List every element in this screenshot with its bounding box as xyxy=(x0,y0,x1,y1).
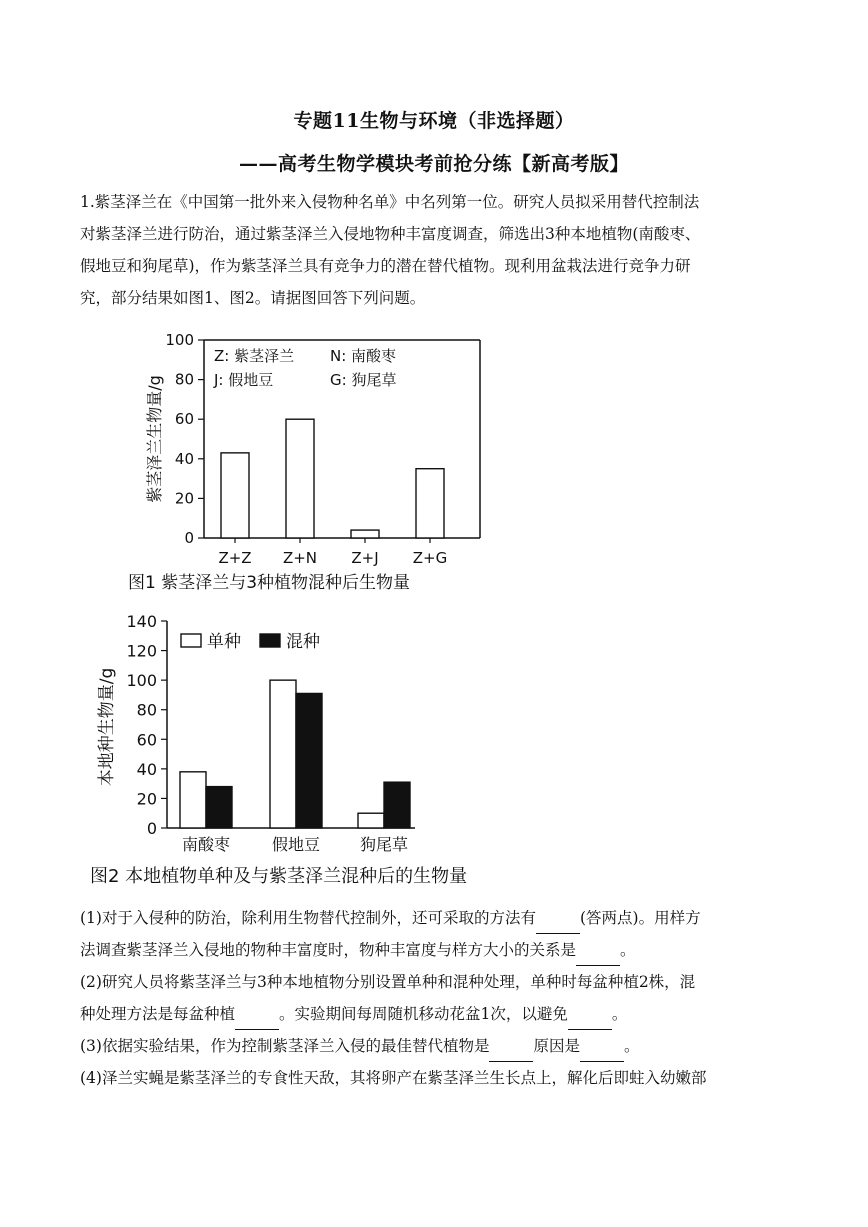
sub-question-3: (3)依据实验结果，作为控制紫茎泽兰入侵的最佳替代植物是 原因是 。 xyxy=(80,1030,790,1062)
y-axis-label: 紫茎泽兰生物量/g xyxy=(145,375,164,503)
y-tick-label: 0 xyxy=(146,819,157,838)
figure-caption: 图2 本地植物单种及与紫茎泽兰混种后的生物量 xyxy=(90,866,468,887)
answer-blank[interactable] xyxy=(489,1043,533,1062)
answer-blank[interactable] xyxy=(580,1043,624,1062)
figure-1-chart xyxy=(80,326,540,596)
legend-label-mixed: 混种 xyxy=(286,632,320,652)
y-tick-label: 0 xyxy=(184,529,194,547)
bar-mixed xyxy=(206,787,232,828)
intro-line: 假地豆和狗尾草)，作为紫茎泽兰具有竞争力的潜在替代植物。现利用盆栽法进行竞争力研 xyxy=(80,257,691,275)
answer-blank[interactable] xyxy=(536,915,580,934)
x-tick-label: 假地豆 xyxy=(271,835,321,854)
y-tick-label: 120 xyxy=(126,641,157,661)
legend-label-single: 单种 xyxy=(207,632,241,652)
bar-mixed xyxy=(384,782,410,828)
x-tick-label: 狗尾草 xyxy=(359,835,409,854)
bar-single xyxy=(180,772,206,828)
sub-questions xyxy=(80,902,790,1094)
intro-line: 1.紫茎泽兰在《中国第一批外来入侵物种名单》中名列第一位。研究人员拟采用替代控制法 xyxy=(80,193,700,211)
bar xyxy=(221,453,249,538)
legend-entry: G: 狗尾草 xyxy=(330,371,397,389)
legend-swatch-mixed xyxy=(260,634,280,647)
sub-question-1: (1)对于入侵种的防治，除利用生物替代控制外，还可采取的方法有 (答两点)。用样方 xyxy=(80,902,790,934)
sub-question-2: (2)研究人员将紫茎泽兰与3种本地植物分别设置单种和混种处理，单种时每盆种植2株，混 xyxy=(80,973,696,991)
y-tick-label: 100 xyxy=(126,671,157,691)
x-tick-label: Z+J xyxy=(351,549,379,567)
y-tick-label: 80 xyxy=(136,700,157,720)
legend-entry: Z: 紫茎泽兰 xyxy=(214,347,295,365)
page-subtitle: ——高考生物学模块考前抢分练【新高考版】 xyxy=(238,153,629,175)
intro-line: 究，部分结果如图1、图2。请据图回答下列问题。 xyxy=(80,289,426,307)
figure-2-chart xyxy=(80,605,600,895)
bar-mixed xyxy=(296,693,322,828)
bar-single xyxy=(270,680,296,828)
page-title: 专题11生物与环境（非选择题） xyxy=(293,110,575,132)
x-tick-label: 南酸枣 xyxy=(181,835,231,854)
sub-question-4: (4)泽兰实蝇是紫茎泽兰的专食性天敌，其将卵产在紫茎泽兰生长点上，解化后即蛀入幼嫩部 xyxy=(80,1069,707,1087)
answer-blank[interactable] xyxy=(576,947,620,966)
y-tick-label: 20 xyxy=(174,489,194,508)
y-tick-label: 140 xyxy=(126,612,157,631)
x-tick-label: Z+G xyxy=(412,549,448,567)
legend-swatch-single xyxy=(181,634,201,647)
y-tick-label: 40 xyxy=(136,759,157,779)
intro-line: 对紫茎泽兰进行防治，通过紫茎泽兰入侵地物种丰富度调查，筛选出3种本地植物(南酸枣、 xyxy=(80,225,701,243)
x-tick-label: Z+Z xyxy=(218,549,252,567)
bar xyxy=(416,469,444,538)
legend-entry: J: 假地豆 xyxy=(214,371,274,389)
y-axis-label: 本地种生物量/g xyxy=(97,667,117,787)
question-intro xyxy=(80,186,790,314)
y-tick-label: 80 xyxy=(174,370,194,389)
sub-question-2-cont: 种处理方法是每盆种植 。实验期间每周随机移动花盆1次，以避免 。 xyxy=(80,998,790,1030)
figure-caption: 图1 紫茎泽兰与3种植物混种后生物量 xyxy=(128,573,411,593)
bar-single xyxy=(358,813,384,828)
bar xyxy=(351,530,379,538)
legend-entry: N: 南酸枣 xyxy=(330,347,397,365)
y-tick-label: 100 xyxy=(165,331,194,349)
y-tick-label: 20 xyxy=(136,789,157,809)
x-tick-label: Z+N xyxy=(282,549,318,567)
y-tick-label: 40 xyxy=(174,449,194,468)
sub-question-1-cont: 法调查紫茎泽兰入侵地的物种丰富度时，物种丰富度与样方大小的关系是 。 xyxy=(80,934,790,966)
bar xyxy=(286,419,314,538)
answer-blank[interactable] xyxy=(235,1011,279,1030)
y-tick-label: 60 xyxy=(174,410,194,429)
answer-blank[interactable] xyxy=(568,1011,612,1030)
y-tick-label: 60 xyxy=(136,730,157,750)
